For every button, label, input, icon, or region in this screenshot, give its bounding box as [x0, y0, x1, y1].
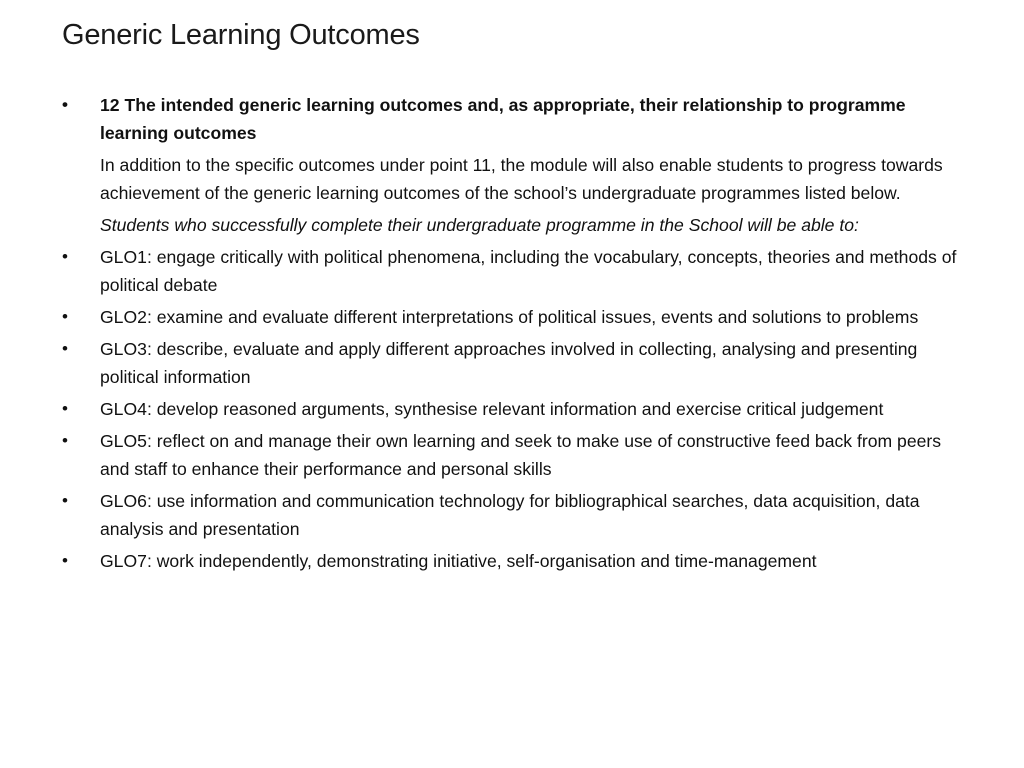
bullet-item-glo4: • GLO4: develop reasoned arguments, synthesise relevant information and exercise critical judgement [62, 395, 972, 423]
paragraph-intro: In addition to the specific outcomes under point 11, the module will also enable students to progress towards achievement of the generic learning outcomes of the school’s undergraduate programmes listed below. [100, 155, 943, 203]
bullet-item-section-12: • 12 The intended generic learning outcomes and, as appropriate, their relationship to programme learning outcomes [62, 91, 972, 147]
slide-title: Generic Learning Outcomes [62, 19, 420, 51]
paragraph-lead-in: Students who successfully complete their undergraduate programme in the School will be able to: [100, 215, 859, 235]
bullet-item-glo6: • GLO6: use information and communication technology for bibliographical searches, data acquisition, data analysis and presentation [62, 487, 972, 543]
slide-content [62, 91, 972, 579]
bullet-item-glo3: • GLO3: describe, evaluate and apply different approaches involved in collecting, analysing and presenting political information [62, 335, 972, 391]
bullet-item-glo2: • GLO2: examine and evaluate different interpretations of political issues, events and solutions to problems [62, 303, 972, 331]
bullet-item-glo7: • GLO7: work independently, demonstrating initiative, self-organisation and time-management [62, 547, 972, 575]
bullet-item-glo5: • GLO5: reflect on and manage their own learning and seek to make use of constructive feed back from peers and staff to enhance their performance and personal skills [62, 427, 972, 483]
bullet-item-glo1: • GLO1: engage critically with political phenomena, including the vocabulary, concepts, theories and methods of political debate [62, 243, 972, 299]
